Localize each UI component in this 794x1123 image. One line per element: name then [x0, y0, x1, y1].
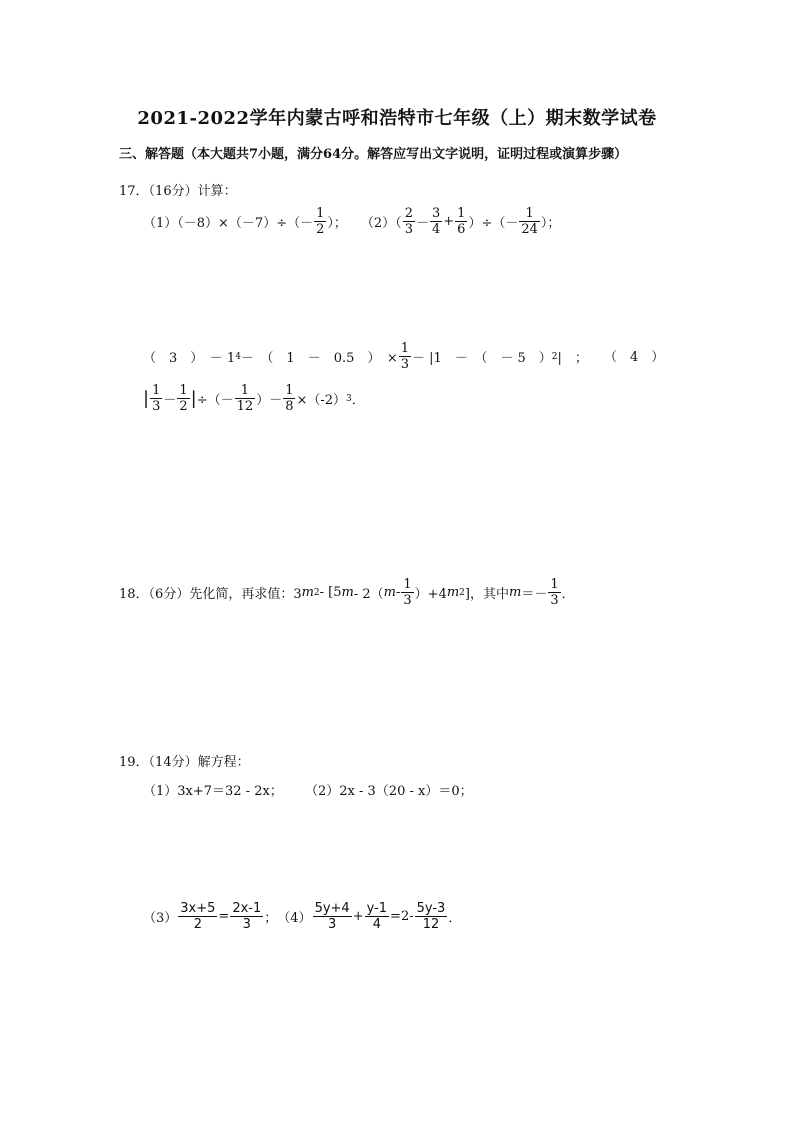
fraction: [455, 206, 467, 237]
q18-d: -: [395, 585, 401, 600]
period: ．: [448, 911, 462, 926]
semicolon: ；: [264, 911, 278, 926]
numerator: 1: [152, 383, 161, 398]
denominator: 12: [422, 917, 440, 932]
plus-sign: +: [443, 214, 455, 229]
q17-part4: | $\frac{1}{3}$ － $\frac{1}{2}$ | ÷（－ $\frac{1}{12}$ ）－ $\frac{1}{8}$ ×（-2） 3 ．: [143, 383, 365, 414]
numerator: 2x-1: [232, 901, 262, 916]
q17-p3-c: － |1 － （ － 5 ）: [412, 351, 552, 366]
q19-part3-4: [143, 901, 461, 932]
denominator: 24: [521, 222, 538, 237]
numerator: y-1: [366, 901, 388, 916]
q17-p2-prefix: （2）（: [360, 216, 402, 231]
denominator: 3: [152, 399, 161, 414]
q17-p3-d: | ；: [557, 351, 588, 366]
fraction: [519, 206, 540, 237]
variable-m: m: [446, 585, 460, 600]
denominator: 3: [403, 593, 412, 608]
denominator: 2: [179, 399, 188, 414]
page-title: 2021-2022学年内蒙古呼和浩特市七年级（上）期末数学试卷: [137, 108, 657, 129]
q17-part1: [143, 206, 560, 237]
numerator: 1: [240, 383, 250, 398]
q18-e: ）+4: [414, 587, 447, 602]
denominator: 3: [327, 917, 337, 932]
q17-p3-a: （ 3 ） － 1: [143, 351, 236, 366]
denominator: 4: [431, 222, 441, 237]
variable-m: m: [341, 585, 354, 600]
denominator: 3: [550, 593, 559, 608]
q17-p4-label: （ 4 ）: [604, 350, 665, 365]
numerator: 1: [316, 206, 325, 221]
q19-p4-label: （4）: [277, 911, 312, 926]
numerator: 1: [525, 206, 534, 221]
q17-p4-div: ÷（－: [196, 393, 234, 408]
q19-part2: （2）2x - 3（20 - x）＝0；: [305, 784, 473, 799]
numerator: 1: [179, 383, 188, 398]
q17-p2-mid: ）÷（－: [468, 216, 519, 231]
q18-a: 18．（6分）先化简，再求值：3: [119, 587, 302, 602]
fraction: [365, 901, 389, 932]
numerator: 1: [400, 341, 410, 356]
fraction: [403, 206, 415, 237]
abs-bar: |: [143, 387, 150, 409]
q17-heading: 17．（16分）计算：: [119, 184, 237, 199]
fraction: [235, 383, 256, 414]
numerator: 1: [550, 577, 559, 592]
denominator: 2: [316, 222, 325, 237]
q17-p2-suffix: ）；: [540, 216, 561, 231]
fraction: [401, 577, 413, 608]
q17-p4-mid: ）－: [256, 393, 283, 408]
q17-p4-tail: ×（-2）: [296, 393, 347, 408]
q19-part1: （1）3x+7＝32 - 2x；: [143, 784, 283, 799]
numerator: 5y+4: [314, 901, 350, 916]
variable-m: m: [508, 585, 522, 600]
plus-sign: +: [352, 909, 364, 924]
numerator: 1: [403, 577, 412, 592]
numerator: 3x+5: [180, 901, 216, 916]
numerator: 1: [285, 383, 294, 398]
numerator: 1: [457, 206, 466, 221]
denominator: 6: [457, 222, 466, 237]
fraction: [314, 206, 326, 237]
q18-g: ＝－: [521, 587, 548, 602]
q17-p1-suffix: ）；: [327, 216, 347, 231]
variable-m: m: [301, 585, 314, 600]
q17-p1-prefix: （1）（－8）×（－7）÷（－: [143, 216, 314, 231]
q17-part3: （ 3 ） － 1 4 － （ 1 － 0.5 ） × $\frac{1}{3}$ － |1 － （ － 5 ） 2 | ；: [143, 341, 588, 372]
period: ．: [351, 393, 365, 408]
q17-p3-b: － （ 1 － 0.5 ） ×: [240, 351, 398, 366]
q18-b: - [5: [319, 585, 342, 600]
q19-heading: 19．（14分）解方程：: [119, 755, 250, 770]
section-heading: 三、解答题（本大题共7小题，满分64分。解答应写出文字说明，证明过程或演算步骤）: [119, 147, 628, 162]
denominator: 8: [285, 399, 294, 414]
q19-p3-label: （3）: [143, 911, 178, 926]
q18-c: - 2（: [353, 587, 384, 602]
minus-sign: －: [163, 393, 177, 408]
denominator: 2: [193, 917, 202, 932]
denominator: 3: [400, 357, 410, 372]
numerator: 3: [431, 206, 441, 221]
fraction: [283, 383, 295, 414]
q18-f: ]，其中: [464, 587, 509, 602]
minus-sign: －: [415, 216, 429, 231]
numerator: 5y-3: [416, 901, 446, 916]
fraction: [430, 206, 442, 237]
fraction: [548, 577, 560, 608]
fraction: [399, 341, 411, 372]
fraction: [415, 901, 448, 932]
fraction: [177, 383, 189, 414]
denominator: 3: [404, 222, 413, 237]
q18-line: 18．（6分）先化简，再求值：3 m 2 - [5 m - 2（ m - $\frac{1}{3}$ ）+4 m 2 ]，其中 m ＝－ $\frac{1}{3}$ ．: [119, 577, 575, 608]
fraction: [178, 901, 217, 932]
fraction: [150, 383, 162, 414]
numerator: 2: [404, 206, 413, 221]
denominator: 12: [236, 399, 254, 414]
equals-sign: =: [218, 909, 230, 924]
fraction: [230, 901, 263, 932]
denominator: 4: [372, 917, 381, 932]
period: ．: [561, 587, 575, 602]
variable-m: m: [383, 585, 396, 600]
fraction: [313, 901, 352, 932]
q19-p4-eq: =2-: [390, 909, 414, 924]
denominator: 3: [242, 917, 251, 932]
abs-bar: |: [190, 387, 197, 409]
